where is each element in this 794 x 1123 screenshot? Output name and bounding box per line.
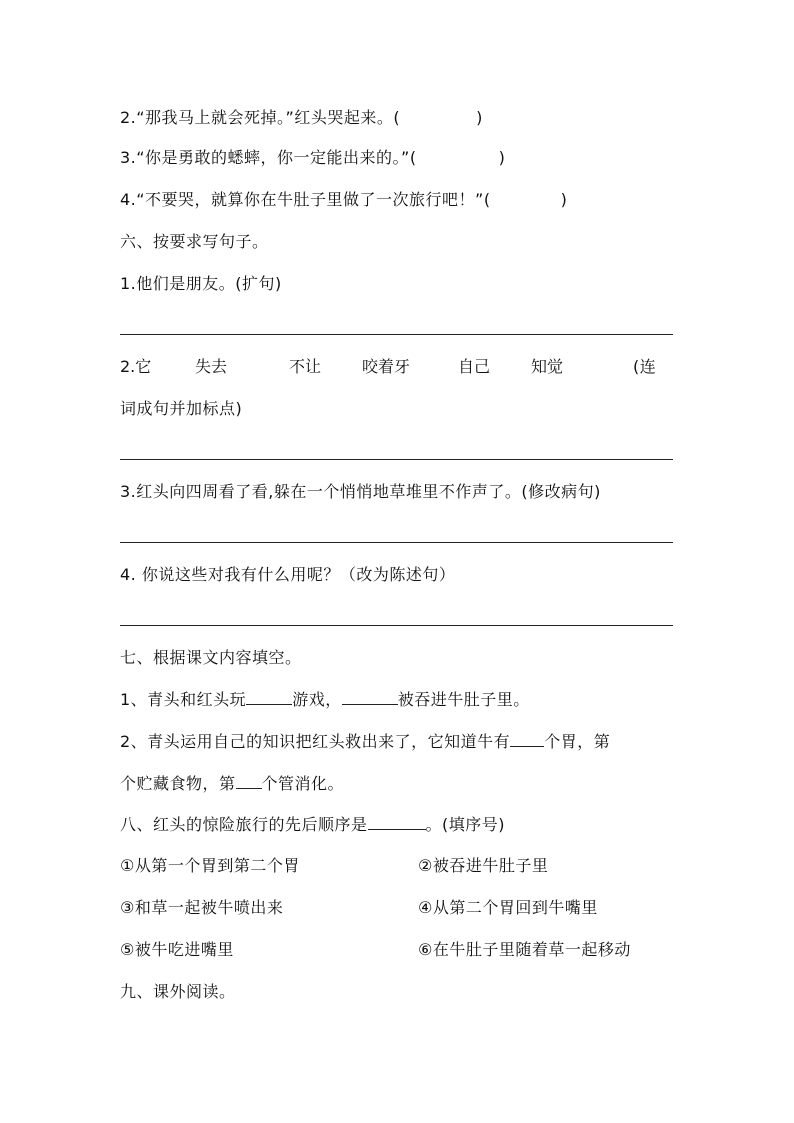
section-8-heading: [120, 814, 505, 836]
question-6-3: 3.红头向四周看了看,躲在一个悄悄地草堆里不作声了。(修改病句): [120, 482, 601, 501]
blank-digest[interactable]: [236, 773, 262, 789]
question-5-2: [120, 107, 483, 129]
question-5-4-text: 4.“不要哭，就算你在牛肚子里做了一次旅行吧！”(: [120, 190, 491, 209]
answer-line-6-3[interactable]: [120, 542, 673, 543]
section-8-heading-b: 。(填序号): [425, 815, 506, 834]
word-6: 知觉: [531, 357, 564, 376]
question-5-2-text: 2.“那我马上就会死掉。”红头哭起来。(: [120, 108, 401, 127]
q7-2-part-b: 个胃，第: [544, 732, 611, 751]
q7-2-part-c: 个贮藏食物，第: [120, 774, 236, 793]
option-4: ④从第二个胃回到牛嘴里: [418, 898, 598, 917]
word-1: 2.它: [120, 357, 152, 376]
option-6: ⑥在牛肚子里随着草一起移动: [418, 940, 631, 959]
blank-stomach-count[interactable]: [510, 731, 544, 747]
word-3: 不让: [289, 357, 322, 376]
section-9-heading: 九、课外阅读。: [120, 982, 236, 1001]
question-5-2-close: ): [476, 108, 483, 127]
option-3: ③和草一起被牛喷出来: [120, 898, 284, 917]
question-5-3-text: 3.“你是勇敢的蟋蟀，你一定能出来的。”(: [120, 148, 417, 167]
q7-2-part-d: 个管消化。: [261, 774, 345, 793]
question-5-3: [120, 147, 505, 169]
q7-1-part-c: 被吞进牛肚子里。: [397, 690, 530, 709]
question-7-2-line-2: [120, 773, 344, 795]
instruction-end: 词成句并加标点): [120, 399, 243, 418]
question-5-4-close: ): [560, 190, 568, 209]
section-7-heading: 七、根据课文内容填空。: [120, 648, 302, 667]
section-6-heading: 六、按要求写句子。: [120, 232, 269, 251]
instruction-start: (连: [633, 357, 657, 376]
question-7-2-line-1: [120, 731, 674, 753]
question-5-3-close: ): [498, 148, 506, 167]
blank-order[interactable]: [368, 814, 426, 830]
answer-line-6-2[interactable]: [120, 459, 673, 460]
question-6-4: 4. 你说这些对我有什么用呢？（改为陈述句）: [120, 565, 456, 584]
blank-game[interactable]: [246, 689, 292, 705]
option-2: ②被吞进牛肚子里: [418, 856, 549, 875]
q7-1-part-b: 游戏，: [292, 690, 342, 709]
section-8-heading-a: 八、红头的惊险旅行的先后顺序是: [120, 815, 368, 834]
word-2: 失去: [195, 357, 228, 376]
answer-line-6-4[interactable]: [120, 625, 673, 626]
option-1: ①从第一个胃到第二个胃: [120, 856, 300, 875]
option-5: ⑤被牛吃进嘴里: [120, 940, 234, 959]
question-6-1: 1.他们是朋友。(扩句): [120, 274, 282, 293]
word-5: 自己: [458, 357, 491, 376]
question-5-4: [120, 189, 567, 211]
answer-line-6-1[interactable]: [120, 334, 673, 335]
q7-2-part-a: 2、青头运用自己的知识把红头救出来了，它知道牛有: [120, 732, 511, 751]
blank-who[interactable]: [342, 689, 398, 705]
word-4: 咬着牙: [362, 357, 411, 376]
q7-1-part-a: 1、青头和红头玩: [120, 690, 247, 709]
question-7-1: [120, 689, 530, 711]
